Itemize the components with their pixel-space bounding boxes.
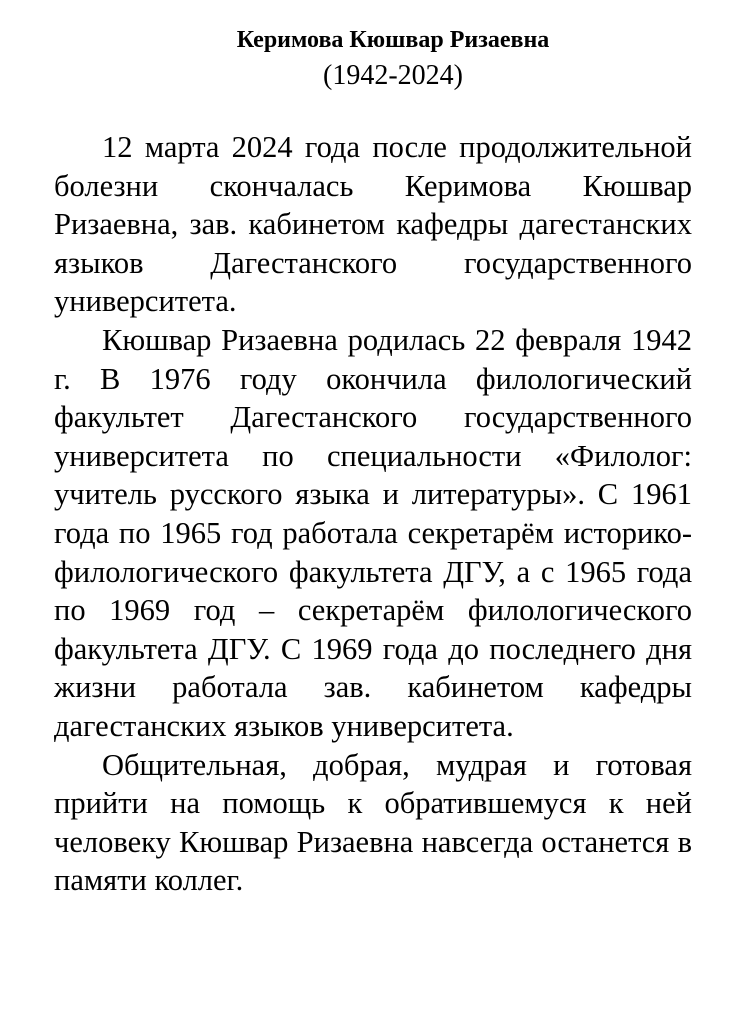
paragraph-death-notice: 12 марта 2024 года после продолжительной болезни скончалась Керимова Кюшвар Ризаевна, зав. кабинетом кафедры дагестанских языков Дагестанского государственного университета. <box>54 130 692 319</box>
paragraph-biography: Кюшвар Ризаевна родилась 22 февраля 1942 г. В 1976 году окончила филологический факультет Дагестанского государственного университета по специальности «Филолог: учитель русского языка и литературы». С 1961 года по 1965 год работала секретарём историко-филологического факультета ДГУ, а с 1965 года по 1969 год – секретарём филологического факультета ДГУ. С 1969 года до последнего дня жизни работала зав. кабинетом кафедры дагестанских языков университета. <box>54 322 692 743</box>
paragraph-remembrance: Общительная, добрая, мудрая и готовая прийти на помощь к обратившемуся к ней человеку Кюшвар Ризаевна навсегда останется в памяти коллег. <box>54 747 692 898</box>
life-years: (1942-2024) <box>323 60 463 91</box>
obituary-page <box>54 22 692 900</box>
person-name-heading: Керимова Кюшвар Ризаевна <box>236 27 550 53</box>
obituary-body <box>54 128 692 900</box>
